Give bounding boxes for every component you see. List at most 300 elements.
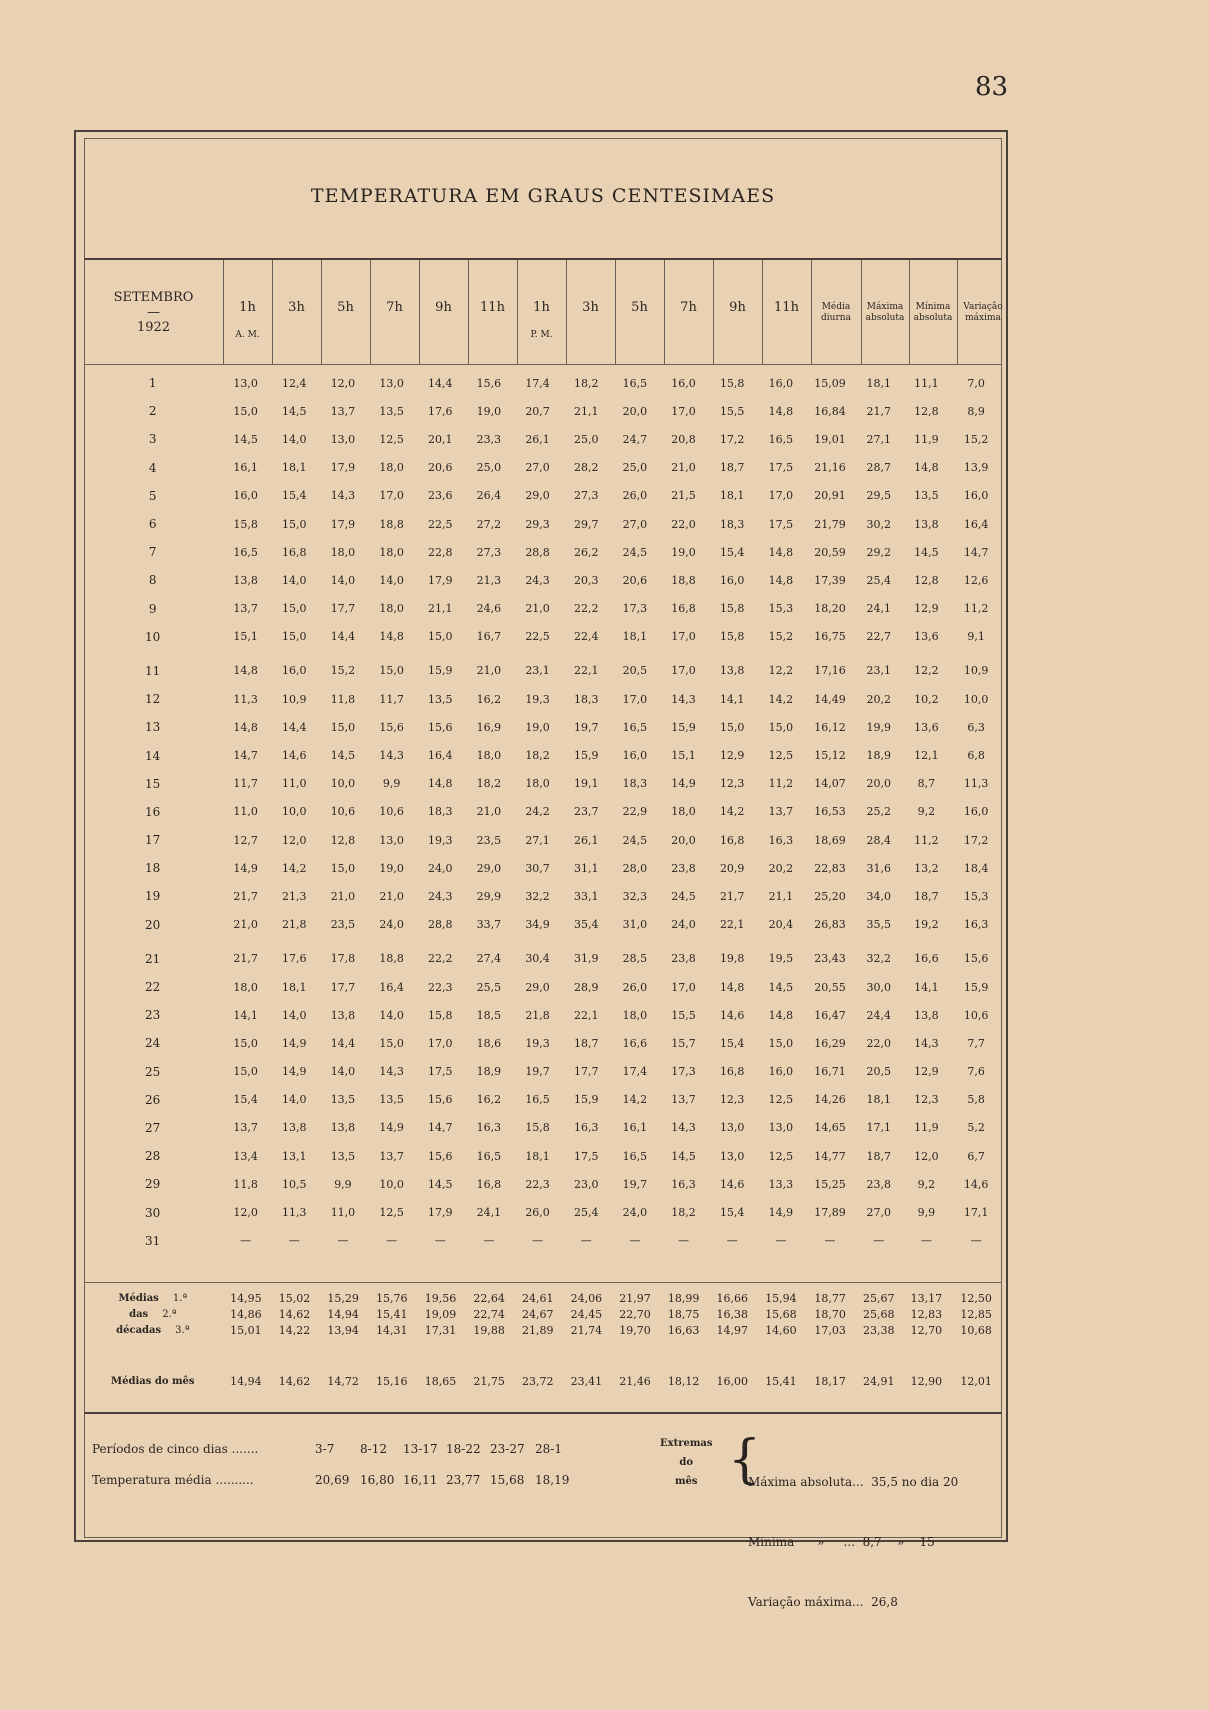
value-cell: 16,0 [282,664,307,678]
value-cell: 19,7 [573,720,599,734]
value-cell: 17,1 [866,1121,891,1135]
value-cell: 21,1 [768,889,794,903]
value-cell: 28,8 [428,918,453,932]
day-cell: 20 [145,917,161,932]
value-cell: 12,2 [768,664,794,678]
value-cell: 18,3 [622,777,648,791]
decade-value: 18,77 [814,1291,846,1305]
value-cell: 14,9 [282,1036,307,1050]
decade-value: 14,22 [278,1323,311,1337]
value-cell: 13,1 [282,1149,307,1163]
value-cell: 28,9 [573,980,599,994]
value-cell: 27,0 [525,461,550,475]
medias-mes-label: Médias do mês [111,1376,195,1387]
value-cell: 14,8 [768,404,794,418]
value-cell: 17,8 [330,952,356,966]
value-cell: 17,5 [768,461,794,475]
value-cell: 16,8 [719,833,745,847]
value-cell: 15,6 [428,1149,453,1163]
value-cell: 15,0 [233,404,258,418]
value-cell: 18,8 [671,573,696,587]
value-cell: 19,01 [814,432,846,446]
value-cell: 16,29 [814,1036,846,1050]
decade-value: 15,94 [765,1291,797,1305]
header-hour [223,300,272,315]
value-cell: 13,8 [719,664,745,678]
value-cell: 25,4 [866,573,891,587]
value-cell: 17,0 [622,692,648,706]
decade-value: 19,88 [473,1323,505,1337]
value-cell: 18,1 [622,630,648,644]
value-cell: 22,7 [866,630,891,644]
value-cell: 31,0 [622,918,648,932]
periodos-value: 3-7 [315,1442,335,1456]
value-cell: 29,0 [476,861,502,875]
table-row [84,741,1002,769]
value-cell: 16,3 [963,918,989,932]
value-cell: 16,8 [282,545,307,559]
value-cell: 16,8 [719,1065,745,1079]
value-cell: 14,5 [914,545,939,559]
value-cell: 15,4 [719,545,745,559]
day-cell: 5 [148,488,157,503]
day-cell: 13 [145,720,161,735]
value-cell: 17,3 [671,1065,696,1079]
value-cell: — [434,1234,446,1248]
value-cell: 13,7 [379,1149,404,1163]
value-cell: 14,9 [671,777,696,791]
header-hour [321,300,370,315]
decade-value: 12,50 [960,1291,992,1305]
temperatura-media-value: 16,11 [403,1473,438,1487]
value-cell: 14,5 [282,404,307,418]
day-cell: 6 [148,517,157,532]
value-cell: 13,0 [768,1121,794,1135]
header-minima: Mínima absoluta [913,302,953,323]
value-cell: 7,6 [967,1065,985,1079]
value-cell: 13,8 [282,1121,307,1135]
value-cell: 30,7 [525,861,550,875]
value-cell: 20,0 [866,777,891,791]
header-maxima: Máxima absoluta [865,302,905,323]
value-cell: 15,0 [379,664,404,678]
value-cell: 25,20 [814,889,846,903]
value-cell: 11,9 [914,432,939,446]
extremo-maxima: Máxima absoluta... 35,5 no dia 20 [748,1475,959,1489]
value-cell: 15,0 [330,720,356,734]
value-cell: 10,5 [282,1177,307,1191]
value-cell: 16,53 [814,805,846,819]
value-cell: 20,0 [622,404,648,418]
value-cell: 24,5 [622,833,648,847]
value-cell: 13,5 [379,1093,404,1107]
value-cell: 21,0 [330,889,356,903]
value-cell: 26,1 [573,833,599,847]
day-cell: 17 [145,833,161,848]
table-row [84,945,1002,973]
table-row [84,685,1002,713]
value-cell: 14,3 [671,692,696,706]
value-cell: 15,2 [768,630,794,644]
value-cell: 18,3 [428,805,453,819]
value-cell: 18,8 [379,952,404,966]
decade-value: 14,97 [716,1323,749,1337]
value-cell: 15,8 [428,1008,453,1022]
extremos-label-2: do [679,1457,694,1468]
decade-value: 22,74 [473,1307,505,1321]
value-cell: 21,5 [671,489,696,503]
value-cell: 14,0 [379,573,404,587]
decade-value: 15,68 [765,1307,797,1321]
value-cell: 11,0 [233,805,258,819]
header-hour-label: 1h [533,300,550,315]
value-cell: 15,3 [768,602,794,616]
header-month-block [84,290,223,335]
value-cell: 25,2 [866,805,891,819]
value-cell: 17,7 [573,1065,599,1079]
header-column-divider [909,260,910,364]
periodos-row [92,1442,258,1456]
decade-value: 22,70 [619,1307,651,1321]
value-cell: 13,0 [379,376,404,390]
value-cell: 10,6 [330,805,356,819]
value-cell: 16,0 [233,489,258,503]
day-cell: 28 [145,1149,161,1164]
value-cell: 16,0 [963,805,989,819]
value-cell: 14,8 [428,777,453,791]
medias-mes-value: 21,46 [619,1375,651,1388]
value-cell: 14,8 [233,720,258,734]
value-cell: 15,4 [282,489,307,503]
medias-mes-row [84,1374,1002,1389]
value-cell: 21,1 [428,602,453,616]
value-cell: 18,1 [525,1149,550,1163]
value-cell: 14,0 [330,1065,356,1079]
value-cell: — [386,1234,398,1248]
decade-value: 15,41 [376,1307,408,1321]
value-cell: 20,91 [814,489,846,503]
value-cell: 13,0 [379,833,404,847]
value-cell: 28,2 [573,461,599,475]
value-cell: — [726,1234,738,1248]
value-cell: 30,2 [866,517,891,531]
header-month: SETEMBRO [113,290,194,305]
value-cell: — [970,1234,982,1248]
value-cell: 15,0 [719,720,745,734]
medias-mes-value: 15,16 [376,1375,408,1388]
value-cell: 22,0 [671,517,696,531]
value-cell: 21,7 [233,952,258,966]
value-cell: 18,3 [719,517,745,531]
value-cell: 14,2 [282,861,307,875]
day-cell: 31 [145,1233,161,1248]
value-cell: 12,3 [719,777,745,791]
value-cell: 16,5 [622,376,648,390]
value-cell: 13,8 [233,573,258,587]
value-cell: 30,4 [525,952,550,966]
value-cell: 12,8 [914,404,939,418]
day-cell: 1 [148,376,157,391]
value-cell: 23,8 [671,952,696,966]
periodos-value: 8-12 [360,1442,387,1456]
table-row [84,657,1002,685]
value-cell: 33,7 [476,918,502,932]
header-hour-label: 11h [480,300,505,315]
value-cell: 9,9 [382,777,401,791]
value-cell: 17,3 [622,602,648,616]
value-cell: 16,3 [768,833,794,847]
table-row [84,510,1002,538]
value-cell: 16,5 [233,545,258,559]
value-cell: 23,43 [814,952,846,966]
value-cell: 20,0 [671,833,696,847]
value-cell: 14,65 [814,1121,846,1135]
medias-mes-value: 16,00 [716,1375,749,1388]
value-cell: 11,1 [914,376,939,390]
value-cell: 19,2 [914,918,939,932]
decade-value: 24,06 [570,1291,603,1305]
day-cell: 30 [145,1205,161,1220]
value-cell: 18,5 [476,1008,502,1022]
value-cell: 15,25 [814,1177,846,1191]
value-cell: 16,2 [476,692,502,706]
extremos-brace: { [728,1430,762,1490]
value-cell: 13,4 [233,1149,258,1163]
value-cell: 22,5 [525,630,550,644]
value-cell: 27,1 [525,833,550,847]
decade-value: 22,64 [473,1291,505,1305]
value-cell: 24,0 [428,861,453,875]
value-cell: 10,0 [963,692,989,706]
value-cell: 13,5 [330,1093,356,1107]
value-cell: 13,8 [914,517,939,531]
decade-value: 14,31 [376,1323,408,1337]
header-column-divider [811,260,812,364]
value-cell: 18,0 [379,545,404,559]
value-cell: 13,0 [233,376,258,390]
header-year: 1922 [136,320,171,335]
value-cell: 20,1 [428,432,453,446]
header-variacao: Variação máxima [963,302,1003,323]
value-cell: 25,0 [622,461,648,475]
value-cell: 18,9 [476,1065,502,1079]
value-cell: 24,4 [866,1008,891,1022]
temperatura-media-label: Temperatura média [92,1473,212,1487]
value-cell: 15,4 [233,1093,258,1107]
value-cell: 14,1 [914,980,939,994]
value-cell: 21,16 [814,461,846,475]
value-cell: 15,9 [671,720,696,734]
decade-value: 19,70 [619,1323,651,1337]
value-cell: 18,9 [866,749,891,763]
value-cell: 24,1 [476,1206,502,1220]
header-hour [762,300,811,315]
value-cell: 11,3 [963,777,989,791]
value-cell: 12,5 [768,1093,794,1107]
table-row [84,798,1002,826]
table-row [84,623,1002,651]
value-cell: 21,8 [282,918,307,932]
header-hour [272,300,321,315]
value-cell: 14,3 [379,1065,404,1079]
value-cell: 32,3 [622,889,648,903]
value-cell: 22,3 [525,1177,550,1191]
value-cell: 22,3 [428,980,453,994]
value-cell: 18,0 [379,461,404,475]
table-row [84,595,1002,623]
value-cell: 17,16 [814,664,846,678]
value-cell: 16,4 [379,980,404,994]
header-hour-label: 9h [435,300,452,315]
value-cell: 18,4 [963,861,989,875]
value-cell: 10,0 [282,805,307,819]
value-cell: 11,2 [963,602,989,616]
value-cell: 6,7 [967,1149,985,1163]
value-cell: 16,12 [814,720,846,734]
value-cell: 15,0 [768,1036,794,1050]
value-cell: 9,2 [917,805,936,819]
value-cell: 20,2 [866,692,891,706]
header-pm: P. M. [530,330,553,340]
value-cell: 14,7 [428,1121,453,1135]
decade-value: 21,74 [570,1323,603,1337]
value-cell: 14,8 [768,545,794,559]
value-cell: 23,7 [573,805,599,819]
periodos-dots: ....... [231,1442,259,1456]
value-cell: 18,0 [330,545,356,559]
value-cell: 13,5 [428,692,453,706]
decade-value: 25,68 [862,1307,895,1321]
value-cell: 18,0 [476,749,502,763]
value-cell: 18,0 [671,805,696,819]
value-cell: 17,9 [330,517,356,531]
header-hour-label: 7h [386,300,403,315]
value-cell: 15,7 [671,1036,696,1050]
day-cell: 23 [145,1008,161,1023]
value-cell: 11,9 [914,1121,939,1135]
extremo-variacao: Variação máxima... 26,8 [748,1595,898,1609]
value-cell: 21,1 [573,404,599,418]
value-cell: 18,1 [282,980,307,994]
value-cell: 17,0 [428,1036,453,1050]
value-cell: 11,0 [330,1206,356,1220]
value-cell: 13,7 [330,404,356,418]
value-cell: 13,9 [963,461,989,475]
extremos-label [660,1434,713,1491]
day-cell: 25 [145,1064,161,1079]
value-cell: 16,75 [814,630,846,644]
decade-value: 15,76 [376,1291,408,1305]
footer-rule [84,1412,1002,1414]
summary-spacer [84,1338,1002,1374]
day-cell: 24 [145,1036,161,1051]
table-row [84,1058,1002,1086]
table-row [84,826,1002,854]
table-row [84,1086,1002,1114]
value-cell: 14,5 [768,980,794,994]
value-cell: 6,3 [967,720,985,734]
value-cell: 10,6 [963,1008,989,1022]
value-cell: 18,7 [866,1149,891,1163]
value-cell: 14,8 [233,664,258,678]
table-row [84,1142,1002,1170]
value-cell: — [240,1234,252,1248]
value-cell: 21,0 [525,602,550,616]
value-cell: 18,0 [525,777,550,791]
value-cell: 35,5 [866,918,891,932]
value-cell: 20,4 [768,918,794,932]
table-row [84,973,1002,1001]
value-cell: 15,0 [282,517,307,531]
header-column-divider [861,260,862,364]
table-row [84,454,1002,482]
decade-value: 18,99 [667,1291,700,1305]
value-cell: 11,3 [282,1206,307,1220]
decade-value: 24,61 [521,1291,554,1305]
value-cell: 16,5 [622,1149,648,1163]
value-cell: 14,5 [428,1177,453,1191]
temperatura-media-value: 15,68 [490,1473,525,1487]
medias-mes-value: 18,12 [667,1375,700,1388]
value-cell: 13,6 [914,720,939,734]
decade-label-cell [84,1322,222,1338]
value-cell: 12,0 [282,833,307,847]
value-cell: 26,0 [525,1206,550,1220]
table-row [84,566,1002,594]
header-hour [664,300,713,315]
value-cell: 20,9 [719,861,745,875]
medias-mes-value: 14,72 [327,1375,359,1388]
value-cell: 15,0 [330,861,356,875]
value-cell: 18,2 [476,777,502,791]
medias-mes-value: 12,90 [910,1375,943,1388]
extremos-label-3: mês [674,1476,698,1487]
value-cell: 14,9 [768,1206,794,1220]
table-row [84,911,1002,939]
value-cell: 11,0 [282,777,307,791]
decade-value: 14,86 [230,1307,262,1321]
value-cell: 29,7 [573,517,599,531]
value-cell: 24,1 [866,602,891,616]
temperatura-media-dots: .......... [215,1473,254,1487]
value-cell: 17,4 [525,376,550,390]
value-cell: 18,7 [914,889,939,903]
value-cell: 18,2 [573,376,599,390]
value-cell: 12,5 [768,749,794,763]
value-cell: 12,1 [914,749,939,763]
value-cell: 15,0 [233,1065,258,1079]
value-cell: 16,0 [963,489,989,503]
value-cell: 23,8 [866,1177,891,1191]
decade-label: décadas [116,1324,162,1336]
value-cell: 18,8 [379,517,404,531]
value-cell: 26,0 [622,980,648,994]
value-cell: 16,6 [622,1036,648,1050]
periodos-value: 13-17 [403,1442,438,1456]
value-cell: 22,8 [428,545,453,559]
value-cell: 16,3 [671,1177,696,1191]
value-cell: 26,83 [814,918,846,932]
value-cell: 21,7 [866,404,891,418]
value-cell: 21,7 [719,889,745,903]
decade-label-cell [84,1290,222,1306]
value-cell: 6,8 [967,749,985,763]
value-cell: 9,2 [917,1177,936,1191]
value-cell: 17,0 [671,664,696,678]
value-cell: 16,1 [622,1121,648,1135]
decade-value: 15,29 [327,1291,359,1305]
value-cell: 8,7 [917,777,936,791]
